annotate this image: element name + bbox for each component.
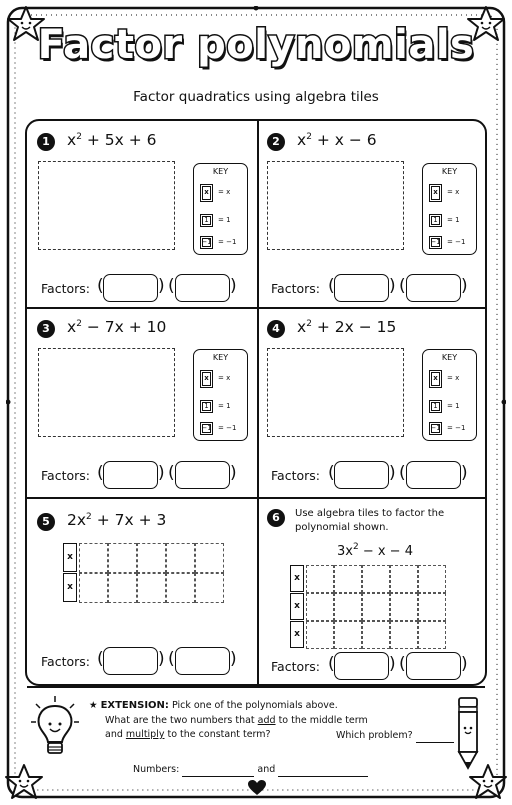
tile-key: KEY x = x 1 = 1 −1 = −1 (422, 163, 477, 255)
page-title: Factor polynomials (37, 22, 475, 68)
numbers-label: Numbers: and (133, 762, 368, 777)
factors-label: Factors: (271, 468, 320, 483)
factors-label: Factors: (271, 659, 320, 674)
factors-label: Factors: (41, 281, 90, 296)
polynomial: $x^2 + x - 6$ (297, 131, 377, 149)
problems-grid: 1 $x^2 + 5x + 6$ KEY x = x 1 = 1 −1 = −1 Factors: ( ) ( ) 2 $x^2 + x - 6$ KEY x = x 1 = 1 −1 = −1 Factors: ( ) ( ) 3 $x^2 - 7x + 10$ KEY x = x 1 = 1 −1 = −1 Factors: ( ) ( ) 4 $x^2 + 2x - 15$ KEY x = x 1 = 1 −1 = −1 Factors: ( ) ( ) 5 $2x^2 + 7x + 3$ x x Factors: ( ) ( ) 6 Use algebra tiles to factor the polynomial shown. $3x^2 - x - 4$ x x x Factors: ( ) ( ) (25, 119, 487, 686)
extension-line-2: What are the two numbers that add to the middle term (105, 715, 368, 726)
extension-line-3: and multiply to the constant term? (105, 729, 271, 740)
factor-input-1[interactable] (334, 274, 389, 302)
tile-key: KEY x = x 1 = 1 −1 = −1 (193, 163, 248, 255)
x-tile: x (290, 565, 304, 592)
star-icon (4, 762, 44, 802)
heart-icon (248, 780, 266, 796)
problem-number: 5 (37, 513, 55, 531)
factor-input-2[interactable] (175, 274, 230, 302)
lightbulb-icon (30, 694, 80, 764)
factor-input-1[interactable] (103, 647, 158, 675)
factor-input-1[interactable] (334, 652, 389, 680)
tile-work-area[interactable] (38, 348, 175, 437)
number-blank-2[interactable] (278, 762, 368, 777)
factors-label: Factors: (41, 654, 90, 669)
problem-number: 4 (267, 320, 285, 338)
page-subtitle: Factor quadratics using algebra tiles (133, 89, 379, 105)
problem-number: 6 (267, 509, 285, 527)
polynomial: $x^2 + 2x - 15$ (297, 318, 397, 336)
factor-input-1[interactable] (334, 461, 389, 489)
tile-work-area[interactable] (38, 161, 175, 250)
which-problem-label: Which problem? (336, 728, 454, 743)
tile-key: KEY x = x 1 = 1 −1 = −1 (193, 349, 248, 441)
problem-number: 2 (267, 133, 285, 151)
tile-key: KEY x = x 1 = 1 −1 = −1 (422, 349, 477, 441)
factor-input-2[interactable] (406, 461, 461, 489)
factor-input-1[interactable] (103, 461, 158, 489)
instruction-text: Use algebra tiles to factor the polynomial shown. (295, 508, 445, 533)
factor-input-2[interactable] (406, 274, 461, 302)
pencil-icon (453, 694, 483, 774)
tile-work-area[interactable] (267, 348, 404, 437)
factors-label: Factors: (271, 281, 320, 296)
polynomial: $x^2 - 7x + 10$ (67, 318, 167, 336)
which-problem-blank[interactable] (416, 728, 454, 743)
factor-input-2[interactable] (175, 461, 230, 489)
x-tile: x (290, 621, 304, 648)
problem-number: 3 (37, 320, 55, 338)
factor-input-2[interactable] (406, 652, 461, 680)
factor-input-2[interactable] (175, 647, 230, 675)
problem-number: 1 (37, 133, 55, 151)
x-tile: x (63, 543, 77, 572)
x-tile: x (63, 573, 77, 602)
star-bullet-icon: ★ (89, 700, 98, 711)
polynomial: $3x^2 - x - 4$ (337, 542, 413, 559)
number-blank-1[interactable] (182, 762, 254, 777)
factor-input-1[interactable] (103, 274, 158, 302)
polynomial: $2x^2 + 7x + 3$ (67, 511, 167, 529)
polynomial: $x^2 + 5x + 6$ (67, 131, 157, 149)
factors-label: Factors: (41, 468, 90, 483)
extension-line-1: ★ EXTENSION: Pick one of the polynomials above. (89, 700, 338, 711)
x-tile: x (290, 593, 304, 620)
tile-work-area[interactable] (267, 161, 404, 250)
